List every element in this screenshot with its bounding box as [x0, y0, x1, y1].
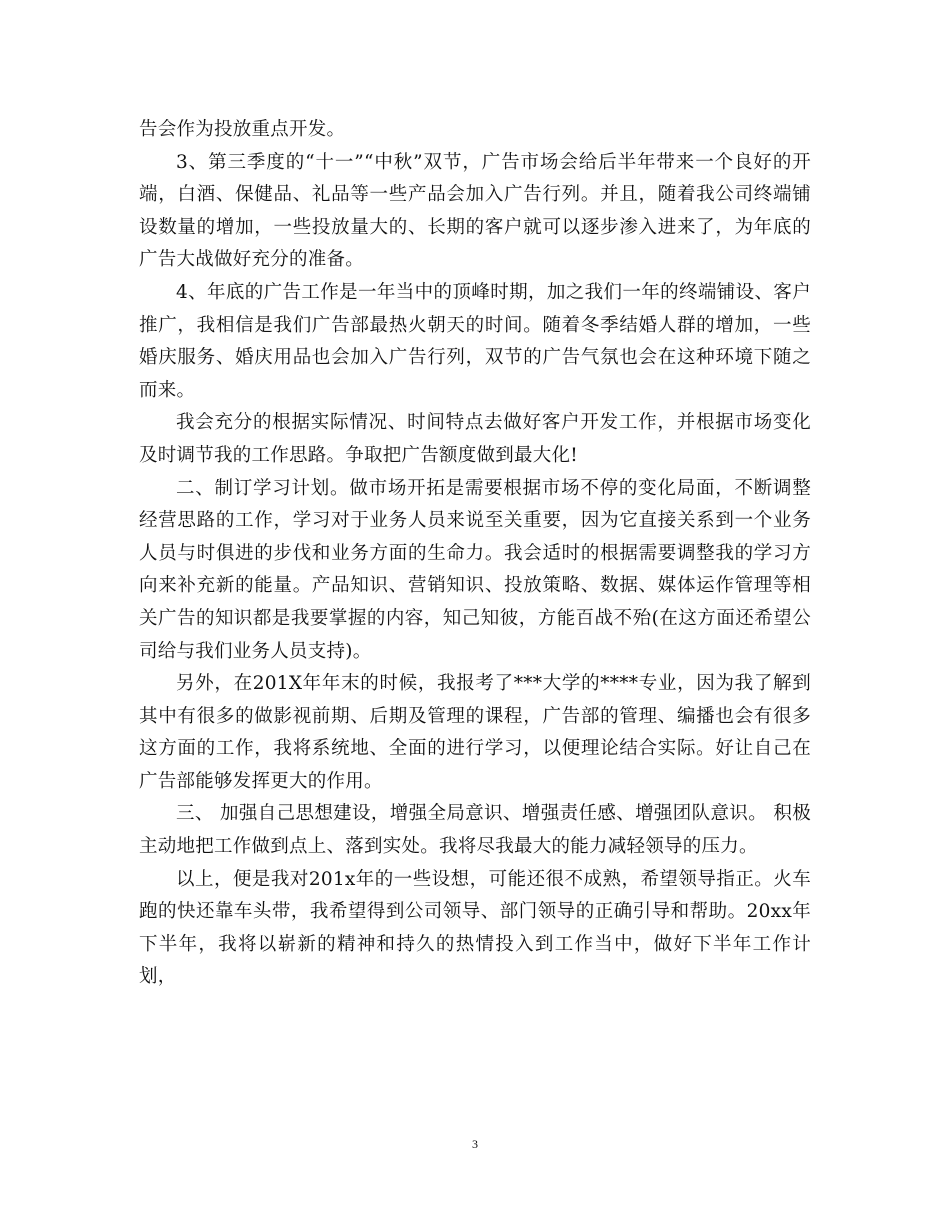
paragraph-continuation: 告会作为投放重点开发。	[139, 119, 346, 140]
paragraph-client-development: 我会充分的根据实际情况、时间特点去做好客户开发工作，并根据市场变化及时调节我的工作思路。争取把广告额度做到最大化!	[139, 412, 811, 466]
paragraph-conclusion: 以上，便是我对201x年的一些设想，可能还很不成熟，希望领导指正。火车跑的快还靠车头带，我希望得到公司领导、部门领导的正确引导和帮助。20xx年下半年，我将以崭新的精神和持久的热情投入到工作当中，做好下半年工作计划，	[139, 868, 811, 988]
body-text	[139, 114, 811, 994]
paragraph-year-end-plan: 4、年底的广告工作是一年当中的顶峰时期，加之我们一年的终端铺设、客户推广，我相信是我们广告部最热火朝天的时间。随着冬季结婚人群的增加，一些婚庆服务、婚庆用品也会加入广告行列，双节的广告气氛也会在这种环境下随之而来。	[139, 281, 811, 401]
paragraph-ideological-building: 三、 加强自己思想建设，增强全局意识、增强责任感、增强团队意识。 积极主动地把工作做到点上、落到实处。我将尽我最大的能力减轻领导的压力。	[139, 803, 811, 858]
paragraph-q3-plan: 3、第三季度的“十一”“中秋”双节，广告市场会给后半年带来一个良好的开端，白酒、保健品、礼品等一些产品会加入广告行列。并且，随着我公司终端铺设数量的增加，一些投放量大的、长期的客户就可以逐步渗入进来了，为年底的广告大战做好充分的准备。	[139, 151, 811, 271]
page-number: 3	[472, 1137, 478, 1151]
paragraph-exam-enrollment: 另外，在201X年年末的时候，我报考了***大学的****专业，因为我了解到其中有很多的做影视前期、后期及管理的课程，广告部的管理、编播也会有很多这方面的工作，我将系统地、全面的进行学习，以便理论结合实际。好让自己在广告部能够发挥更大的作用。	[139, 673, 811, 792]
paragraph-study-plan: 二、制订学习计划。做市场开拓是需要根据市场不停的变化局面，不断调整经营思路的工作，学习对于业务人员来说至关重要，因为它直接关系到一个业务人员与时俱进的步伐和业务方面的生命力。我会适时的根据需要调整我的学习方向来补充新的能量。产品知识、营销知识、投放策略、数据、媒体运作管理等相关广告的知识都是我要掌握的内容，知己知彼，方能百战不殆(在这方面还希望公司给与我们业务人员支持)。	[139, 477, 811, 662]
